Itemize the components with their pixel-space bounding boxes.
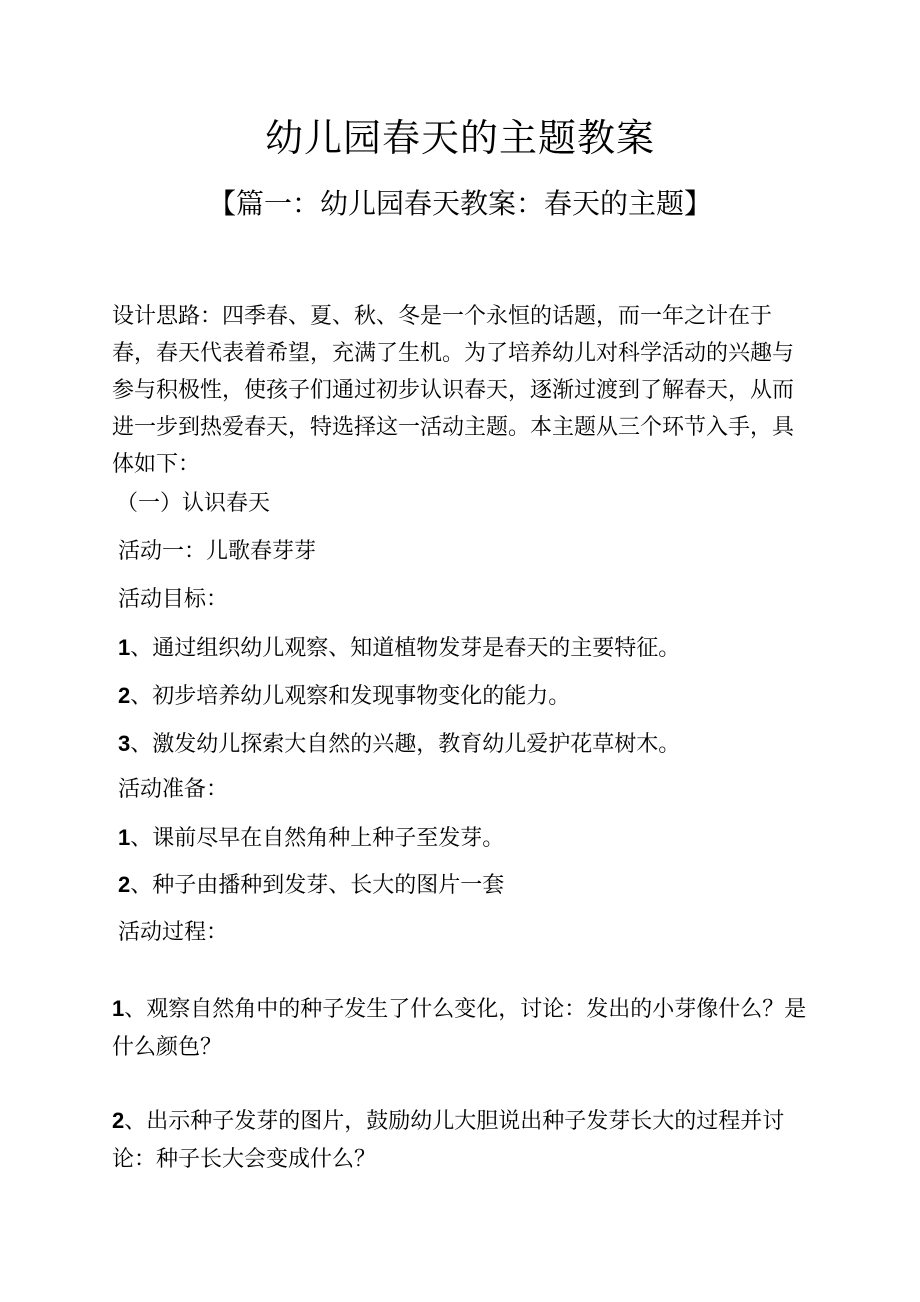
document-title: 幼儿园春天的主题教案 bbox=[264, 116, 655, 160]
prep-heading: 活动准备： bbox=[118, 777, 229, 802]
goal-number: 2 bbox=[118, 683, 131, 708]
prep-number: 2 bbox=[118, 872, 131, 897]
process-item bbox=[112, 1102, 812, 1179]
goal-text: 、通过组织幼儿观察、知道植物发芽是春天的主要特征。 bbox=[130, 636, 681, 661]
prep-item bbox=[118, 823, 504, 854]
goal-number: 1 bbox=[118, 635, 131, 660]
process-number: 1 bbox=[112, 996, 125, 1021]
goal-item bbox=[118, 729, 680, 760]
goals-heading: 活动目标： bbox=[118, 587, 229, 612]
goal-text: 、初步培养幼儿观察和发现事物变化的能力。 bbox=[130, 684, 571, 709]
process-number: 2 bbox=[112, 1108, 125, 1133]
section-heading: （一）认识春天 bbox=[116, 491, 271, 516]
prep-text: 、课前尽早在自然角种上种子至发芽。 bbox=[130, 826, 505, 851]
prep-text: 、种子由播种到发芽、长大的图片一套 bbox=[130, 873, 505, 898]
process-text: 、出示种子发芽的图片，鼓励幼儿大胆说出种子发芽长大的过程并讨论：种子长大会变成什么？ bbox=[112, 1109, 785, 1172]
activity-title: 活动一：儿歌春芽芽 bbox=[118, 539, 317, 564]
process-text: 、观察自然角中的种子发生了什么变化，讨论：发出的小芽像什么？是什么颜色？ bbox=[112, 997, 807, 1060]
prep-number: 1 bbox=[118, 825, 131, 850]
goal-item bbox=[118, 681, 570, 712]
goal-text: 、激发幼儿探索大自然的兴趣，教育幼儿爱护花草树木。 bbox=[130, 732, 681, 757]
process-heading: 活动过程： bbox=[118, 920, 229, 945]
process-item bbox=[112, 990, 812, 1067]
goal-item bbox=[118, 633, 680, 664]
intro-paragraph: 设计思路：四季春、夏、秋、冬是一个永恒的话题，而一年之计在于春，春天代表着希望，充满了生机。为了培养幼儿对科学活动的兴趣与参与积极性，使孩子们通过初步认识春天，逐渐过渡到了解春天，从而进一步到热爱春天，特选择这一活动主题。本主题从三个环节入手，具体如下： bbox=[112, 304, 795, 477]
document-subtitle: 【篇一：幼儿园春天教案：春天的主题】 bbox=[207, 187, 712, 220]
prep-item bbox=[118, 870, 504, 901]
goal-number: 3 bbox=[118, 731, 131, 756]
